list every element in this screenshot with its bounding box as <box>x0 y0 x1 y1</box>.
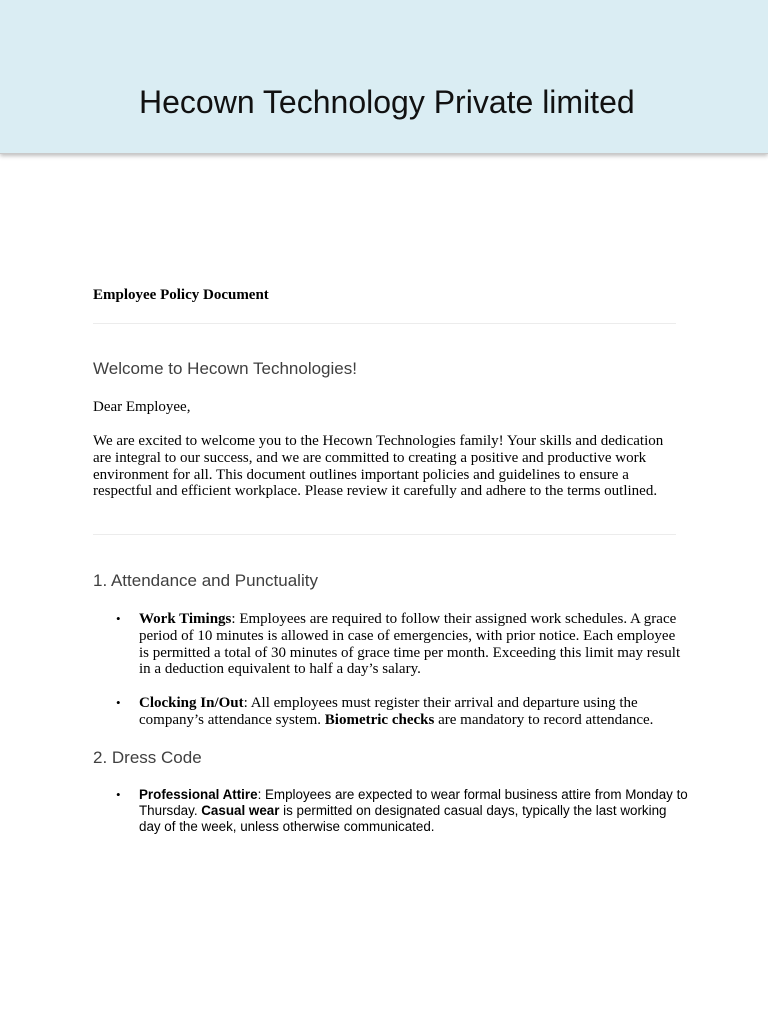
divider <box>93 534 676 535</box>
list-item-clocking <box>139 695 684 729</box>
list-item-text: are mandatory to record attendance. <box>434 711 654 728</box>
list-item-term: Clocking In/Out <box>139 695 244 711</box>
list-item-professional-attire <box>139 787 689 835</box>
divider <box>93 323 676 324</box>
welcome-heading: Welcome to Hecown Technologies! <box>93 359 357 378</box>
list-item-text: : All employees must register their arrival and departure using the company’s attendance system. <box>139 695 638 728</box>
company-title: Hecown Technology Private limited <box>139 84 635 120</box>
document-title: Employee Policy Document <box>93 287 269 303</box>
section-heading-dress-code: 2. Dress Code <box>93 748 202 767</box>
salutation: Dear Employee, <box>93 399 191 415</box>
header-band <box>0 0 768 154</box>
list-item-emphasis: Biometric checks <box>324 711 435 728</box>
list-item-text: is permitted on designated casual days, typically the last working day of the week, unless otherwise communicated. <box>139 803 667 834</box>
bullet-icon: • <box>116 695 121 710</box>
list-item-emphasis: Casual wear <box>201 803 280 818</box>
bullet-icon: • <box>116 611 121 626</box>
list-item-term: Professional Attire <box>139 787 258 802</box>
list-item-text: : Employees are expected to wear formal business attire from Monday to Thursday. <box>139 787 688 818</box>
intro-paragraph: We are excited to welcome you to the Hecown Technologies family! Your skills and dedication are integral to our success, and we are committed to creating a positive and productive work environment for all. This document outlines important policies and guidelines to ensure a respectful and efficient workplace. Please review it carefully and adhere to the terms outlined. <box>93 433 664 500</box>
list-item-term: Work Timings <box>139 611 232 627</box>
list-item-work-timings <box>139 611 684 678</box>
section-heading-attendance: 1. Attendance and Punctuality <box>93 571 318 590</box>
bullet-icon: • <box>116 787 121 802</box>
list-item-text: : Employees are required to follow their assigned work schedules. A grace period of 10 minutes is allowed in case of emergencies, with prior notice. Each employee is permitted a total of 30 minutes of grace time per month. Exceeding this limit may result in a deduction equivalent to half a day’s salary. <box>139 611 681 678</box>
